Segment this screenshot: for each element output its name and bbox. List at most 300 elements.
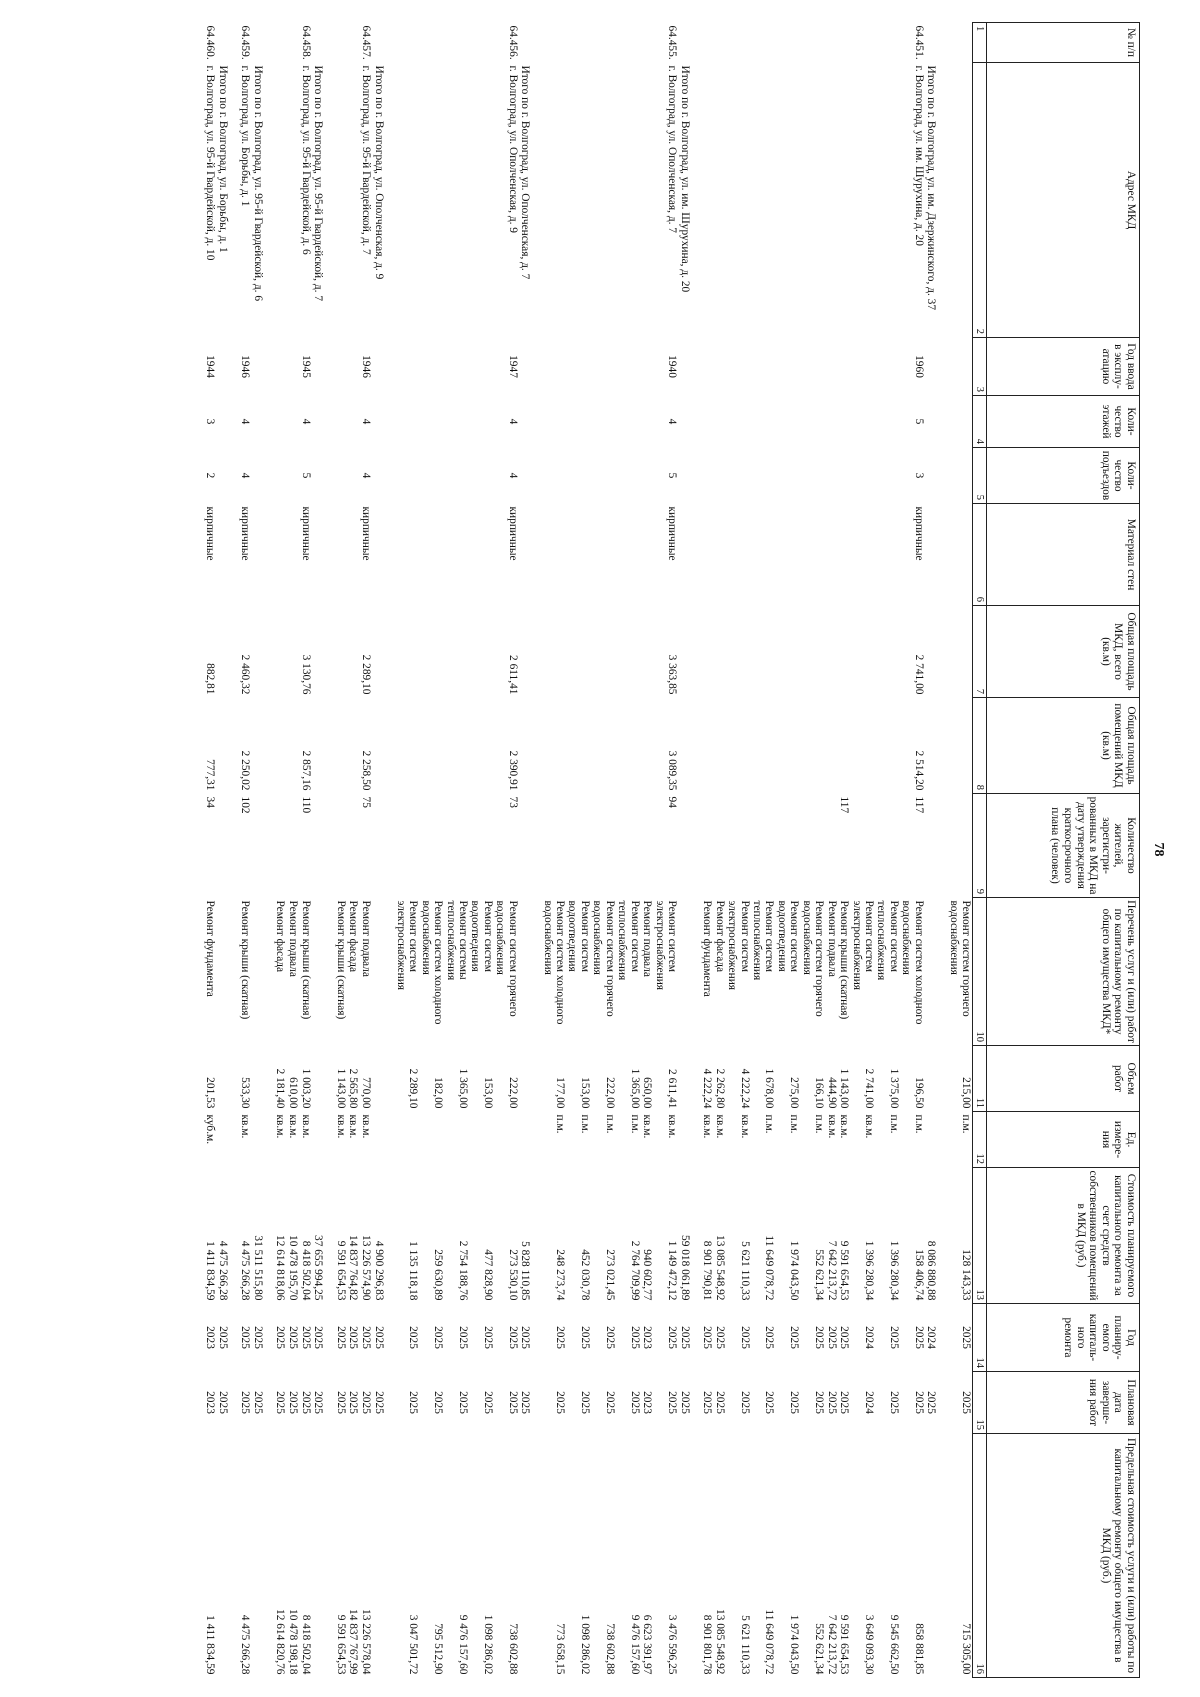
planned-cost: 552 621,34	[812, 1249, 825, 1301]
work-type: Ремонт систем холодного водоснабжения	[419, 900, 445, 1025]
row-number	[616, 23, 641, 63]
total-area	[838, 606, 851, 698]
planned-cost: 37 655 994,25	[312, 1235, 325, 1301]
work-type: Ремонт подвала	[825, 900, 838, 977]
floors	[775, 396, 800, 448]
total-area	[395, 606, 420, 698]
address	[334, 63, 347, 338]
repair-year: 2025	[887, 1326, 900, 1349]
wall-material	[216, 504, 239, 606]
header-row	[987, 23, 1140, 1678]
column-number-1: 1	[973, 23, 987, 63]
planned-cost: 9 591 654,53	[334, 1240, 347, 1301]
residents: 117	[912, 796, 925, 814]
table-row	[900, 23, 925, 1678]
repair-year: 2025	[457, 1326, 470, 1349]
premises-area	[519, 698, 542, 794]
planned-cost: 273 530,10	[506, 1249, 519, 1301]
wall-material: кирпичные	[299, 506, 312, 561]
completion-date: 2025	[925, 1391, 938, 1414]
wall-material	[838, 504, 851, 606]
wall-material	[713, 504, 726, 606]
repair-year: 2025	[251, 1326, 264, 1349]
total-area: 2 741,00	[912, 654, 925, 695]
column-header-3: Год ввода в эксплу-атацию	[987, 338, 1140, 396]
work-volume	[519, 1046, 542, 1112]
completion-date: 2025	[578, 1391, 591, 1414]
planned-cost: 7 642 213,72	[825, 1240, 838, 1301]
repair-year: 2025	[838, 1326, 851, 1349]
residents: 34	[204, 796, 217, 808]
planned-cost: 8 901 790,81	[701, 1240, 714, 1301]
cost-limit: 9 476 157,60	[628, 1614, 641, 1675]
table-row	[775, 23, 800, 1678]
repair-year: 2025	[360, 1326, 373, 1349]
work-volume: 2 741,00	[862, 1068, 875, 1109]
entrances	[591, 448, 616, 504]
unit: п.м.	[887, 1114, 900, 1134]
completion-date: 2023	[641, 1391, 654, 1414]
column-number-11: 11	[973, 1046, 987, 1112]
row-number	[925, 23, 948, 63]
work-volume: 1 143,00	[838, 1068, 851, 1109]
total-area: 2 611,41	[506, 655, 519, 695]
address	[641, 63, 654, 338]
premises-area	[678, 698, 701, 794]
residents	[825, 794, 838, 898]
row-number	[372, 23, 395, 63]
unit: кв.м.	[360, 1114, 373, 1139]
cost-limit: 3 649 093,30	[862, 1614, 875, 1675]
completion-date: 2025	[960, 1391, 972, 1414]
address	[726, 63, 751, 338]
row-number: 64.459.	[239, 25, 252, 60]
total-area	[372, 606, 395, 698]
premises-area: 777,31	[204, 759, 217, 791]
planned-cost: 13 226 574,90	[360, 1235, 373, 1301]
residents	[566, 794, 591, 898]
repair-year: 2025	[912, 1326, 925, 1349]
work-type: Ремонт систем горячего водоснабжения	[494, 900, 519, 1017]
entrances	[678, 448, 701, 504]
entrances	[444, 448, 469, 504]
floors	[726, 396, 751, 448]
floors	[519, 396, 542, 448]
planned-cost: 248 273,74	[554, 1249, 567, 1301]
work-type: Ремонт систем электроснабжения	[726, 900, 751, 991]
year-built	[925, 338, 948, 396]
repair-year: 2025	[347, 1326, 360, 1349]
repair-year: 2025	[825, 1326, 838, 1349]
floors	[372, 396, 395, 448]
repair-year: 2023	[204, 1326, 217, 1349]
residents: 110	[299, 796, 312, 814]
unit: кв.м.	[239, 1114, 252, 1139]
year-built	[591, 338, 616, 396]
repair-year: 2025	[578, 1326, 591, 1349]
completion-date: 2025	[360, 1391, 373, 1414]
floors	[312, 396, 335, 448]
wall-material: кирпичные	[912, 506, 925, 561]
work-volume: 2 289,10	[407, 1068, 420, 1109]
total-label: Итого по г. Волгоград, ул. им. Дзержинского, д. 37	[925, 65, 938, 311]
row-number	[875, 23, 900, 63]
premises-area: 2 390,91	[506, 750, 519, 791]
work-type: Ремонт крыши (скатная)	[239, 900, 252, 1020]
column-header-1: № п/п	[987, 23, 1140, 63]
entrances	[713, 448, 726, 504]
entrances: 3	[912, 472, 925, 479]
cost-limit	[251, 1434, 274, 1678]
address	[444, 63, 469, 338]
repair-year: 2025	[713, 1326, 726, 1349]
unit	[395, 1112, 420, 1168]
column-header-15: Плановая дата заверше-ния работ	[987, 1372, 1140, 1434]
row-number: 64.451.	[912, 25, 925, 60]
premises-area	[726, 698, 751, 794]
table-row	[359, 23, 372, 1678]
cost-limit: 738 602,88	[603, 1623, 616, 1675]
column-header-12: Ед. измере-ния	[987, 1112, 1140, 1168]
residents	[701, 794, 714, 898]
planned-cost: 13 085 548,92	[713, 1235, 726, 1301]
planned-cost: 477 828,90	[481, 1249, 494, 1301]
cost-limit: 7 642 213,72	[825, 1614, 838, 1675]
work-volume: 1 365,00	[628, 1068, 641, 1109]
premises-area	[444, 698, 469, 794]
year-built	[372, 338, 395, 396]
total-area	[312, 606, 335, 698]
wall-material	[726, 504, 751, 606]
table-body	[204, 23, 973, 1678]
completion-date: 2025	[701, 1391, 714, 1414]
row-number: 64.460.	[204, 25, 217, 60]
wall-material: кирпичные	[204, 506, 217, 561]
work-volume: 1 143,00	[334, 1068, 347, 1109]
floors: 4	[360, 418, 373, 425]
column-number-8: 8	[973, 698, 987, 794]
work-type: Ремонт систем водоотведения	[469, 900, 494, 973]
unit	[372, 1112, 395, 1168]
residents	[713, 794, 726, 898]
work-type: Ремонт систем горячего водоснабжения	[947, 900, 972, 1017]
unit: кв.м.	[299, 1114, 312, 1139]
premises-area	[372, 698, 395, 794]
total-area: 3 363,85	[665, 654, 678, 695]
residents	[726, 794, 751, 898]
row-number	[541, 23, 566, 63]
table-row	[591, 23, 616, 1678]
floors	[251, 396, 274, 448]
address: г. Волгоград, ул. 95-й Гвардейской, д. 10	[204, 65, 217, 261]
wall-material	[274, 504, 287, 606]
year-built	[726, 338, 751, 396]
year-built: 1946	[360, 355, 373, 378]
total-area	[334, 606, 347, 698]
work-volume: 182,00	[432, 1077, 445, 1109]
floors	[591, 396, 616, 448]
work-type	[216, 898, 239, 1046]
total-area	[641, 606, 654, 698]
year-built	[419, 338, 444, 396]
row-number	[947, 23, 972, 63]
completion-date: 2025	[678, 1391, 691, 1414]
cost-limit	[372, 1434, 395, 1678]
planned-cost: 128 143,33	[960, 1249, 972, 1301]
address: г. Волгоград, ул. 95-й Гвардейской, д. 7	[360, 65, 373, 255]
year-built	[838, 338, 851, 396]
planned-cost: 8 418 502,04	[299, 1240, 312, 1301]
work-volume	[372, 1046, 395, 1112]
entrances: 2	[204, 472, 217, 479]
residents	[850, 794, 875, 898]
floors	[566, 396, 591, 448]
cost-limit	[312, 1434, 335, 1678]
column-header-4: Коли-чество этажей	[987, 396, 1140, 448]
column-number-row	[973, 23, 987, 1678]
column-number-10: 10	[973, 898, 987, 1046]
repair-year: 2025	[960, 1326, 972, 1349]
planned-cost: 4 900 296,83	[372, 1240, 385, 1301]
table-row	[204, 23, 217, 1678]
table-row	[653, 23, 678, 1678]
work-volume: 533,30	[239, 1077, 252, 1109]
unit	[494, 1112, 519, 1168]
wall-material	[312, 504, 335, 606]
work-volume: 275,00	[788, 1077, 801, 1109]
table-row	[875, 23, 900, 1678]
work-type: Ремонт систем водоотведения	[566, 900, 591, 973]
address	[591, 63, 616, 338]
year-built	[775, 338, 800, 396]
work-volume: 201,53	[204, 1077, 217, 1109]
residents: 75	[360, 796, 373, 808]
premises-area	[419, 698, 444, 794]
residents	[541, 794, 566, 898]
row-number	[444, 23, 469, 63]
completion-date: 2025	[347, 1391, 360, 1414]
address	[566, 63, 591, 338]
column-number-3: 3	[973, 338, 987, 396]
premises-area	[751, 698, 776, 794]
work-type	[519, 898, 542, 1046]
floors	[800, 396, 825, 448]
total-area: 2 289,10	[360, 654, 373, 695]
completion-date: 2025	[838, 1391, 851, 1414]
unit: кв.м.	[825, 1114, 838, 1139]
unit	[678, 1112, 701, 1168]
wall-material	[800, 504, 825, 606]
wall-material: кирпичные	[360, 506, 373, 561]
work-type: Ремонт фундамента	[701, 900, 714, 997]
table-row	[334, 23, 347, 1678]
column-number-12: 12	[973, 1112, 987, 1168]
total-area	[444, 606, 469, 698]
total-area	[701, 606, 714, 698]
entrances	[216, 448, 239, 504]
entrances	[947, 448, 972, 504]
work-volume: 153,00	[481, 1077, 494, 1109]
repair-year: 2025	[372, 1326, 385, 1349]
row-number	[274, 23, 287, 63]
cost-limit: 1 974 043,50	[788, 1614, 801, 1675]
premises-area	[775, 698, 800, 794]
total-row	[519, 23, 542, 1678]
planned-cost: 1 974 043,50	[788, 1240, 801, 1301]
unit: кв.м.	[287, 1114, 300, 1139]
entrances	[701, 448, 714, 504]
residents	[372, 794, 395, 898]
wall-material	[519, 504, 542, 606]
total-area: 3 130,76	[299, 654, 312, 695]
wall-material	[541, 504, 566, 606]
year-built	[800, 338, 825, 396]
cost-limit: 1 098 286,02	[578, 1614, 591, 1675]
total-label: Итого по г. Волгоград, ул. Ополченская, д. 7	[519, 65, 532, 280]
year-built	[850, 338, 875, 396]
address	[947, 63, 972, 338]
floors	[925, 396, 948, 448]
entrances	[347, 448, 360, 504]
entrances	[850, 448, 875, 504]
premises-area: 2 250,02	[239, 750, 252, 791]
floors	[838, 396, 851, 448]
repair-year: 2025	[701, 1326, 714, 1349]
cost-limit: 738 602,88	[506, 1623, 519, 1675]
residents	[947, 794, 972, 898]
cost-limit: 1 098 286,02	[481, 1614, 494, 1675]
work-type	[251, 898, 274, 1046]
premises-area	[713, 698, 726, 794]
wall-material	[641, 504, 654, 606]
residents: 73	[506, 796, 519, 808]
planned-cost: 31 511 515,80	[251, 1235, 264, 1301]
entrances	[334, 448, 347, 504]
floors: 4	[506, 418, 519, 425]
cost-limit: 795 512,90	[432, 1623, 445, 1675]
year-built: 1940	[665, 355, 678, 378]
unit: кв.м.	[347, 1114, 360, 1139]
work-type: Ремонт подвала	[287, 900, 300, 977]
table-row	[419, 23, 444, 1678]
work-volume: 4 222,24	[738, 1068, 751, 1109]
premises-area	[850, 698, 875, 794]
work-type	[678, 898, 701, 1046]
repair-year: 2025	[432, 1326, 445, 1349]
column-number-9: 9	[973, 794, 987, 898]
year-built	[469, 338, 494, 396]
floors: 4	[665, 418, 678, 425]
total-row	[312, 23, 335, 1678]
year-built	[641, 338, 654, 396]
address: г. Волгоград, ул. Ополченская, д. 7	[665, 65, 678, 234]
unit: п.м.	[554, 1114, 567, 1134]
year-built	[616, 338, 641, 396]
repair-year: 2023	[641, 1326, 654, 1349]
completion-date: 2025	[554, 1391, 567, 1414]
repair-year: 2025	[481, 1326, 494, 1349]
year-built	[274, 338, 287, 396]
wall-material	[825, 504, 838, 606]
row-number	[251, 23, 274, 63]
wall-material	[616, 504, 641, 606]
cost-limit: 8 418 502,04	[299, 1614, 312, 1675]
table-row	[444, 23, 469, 1678]
wall-material	[251, 504, 274, 606]
work-volume: 1 003,20	[299, 1068, 312, 1109]
row-number	[312, 23, 335, 63]
floors	[347, 396, 360, 448]
wall-material	[286, 504, 299, 606]
total-area	[850, 606, 875, 698]
work-type: Ремонт крыши (скатная)	[299, 900, 312, 1020]
wall-material	[925, 504, 948, 606]
entrances	[875, 448, 900, 504]
address	[419, 63, 444, 338]
table-row	[641, 23, 654, 1678]
row-number	[800, 23, 825, 63]
cost-limit	[925, 1434, 948, 1678]
work-type: Ремонт систем холодного водоснабжения	[541, 900, 567, 1025]
year-built	[395, 338, 420, 396]
address: г. Волгоград, ул. 95-й Гвардейской, д. 6	[299, 65, 312, 255]
planned-cost: 452 030,78	[578, 1249, 591, 1301]
year-built	[947, 338, 972, 396]
planned-cost: 2 754 188,76	[457, 1240, 470, 1301]
floors: 4	[239, 418, 252, 425]
premises-area	[469, 698, 494, 794]
entrances: 4	[360, 472, 373, 479]
repair-year: 2025	[812, 1326, 825, 1349]
unit: п.м.	[578, 1114, 591, 1134]
work-type: Ремонт крыши (скатная)	[838, 900, 851, 1020]
residents	[775, 794, 800, 898]
row-number	[825, 23, 838, 63]
unit: кв.м.	[862, 1114, 875, 1139]
address	[274, 63, 287, 338]
total-area	[800, 606, 825, 698]
cost-limit: 3 047 501,72	[407, 1614, 420, 1675]
work-type: Ремонт систем водоотведения	[775, 900, 801, 973]
column-header-9: Количество жителей, зарегистри-рованных в МКД на дату утверждения краткосрочного плана (человек)	[987, 794, 1140, 898]
repair-year: 2025	[407, 1326, 420, 1349]
year-built: 1960	[912, 355, 925, 378]
table-row	[825, 23, 838, 1678]
premises-area	[312, 698, 335, 794]
unit	[519, 1112, 542, 1168]
repair-year: 2025	[628, 1326, 641, 1349]
unit: куб.м.	[204, 1114, 217, 1145]
planned-cost: 12 614 818,06	[274, 1235, 287, 1301]
total-row	[925, 23, 948, 1678]
entrances	[395, 448, 420, 504]
residents	[616, 794, 641, 898]
work-volume: 650,00	[641, 1077, 654, 1109]
total-area	[713, 606, 726, 698]
column-number-7: 7	[973, 606, 987, 698]
residents	[419, 794, 444, 898]
completion-date: 2025	[312, 1391, 325, 1414]
total-area	[751, 606, 776, 698]
planned-cost: 10 478 195,70	[287, 1235, 300, 1301]
premises-area: 2 514,20	[912, 750, 925, 791]
completion-date: 2025	[216, 1391, 229, 1414]
cost-limit: 552 621,34	[812, 1623, 825, 1675]
wall-material	[775, 504, 800, 606]
year-built	[825, 338, 838, 396]
entrances	[800, 448, 825, 504]
wall-material	[419, 504, 444, 606]
